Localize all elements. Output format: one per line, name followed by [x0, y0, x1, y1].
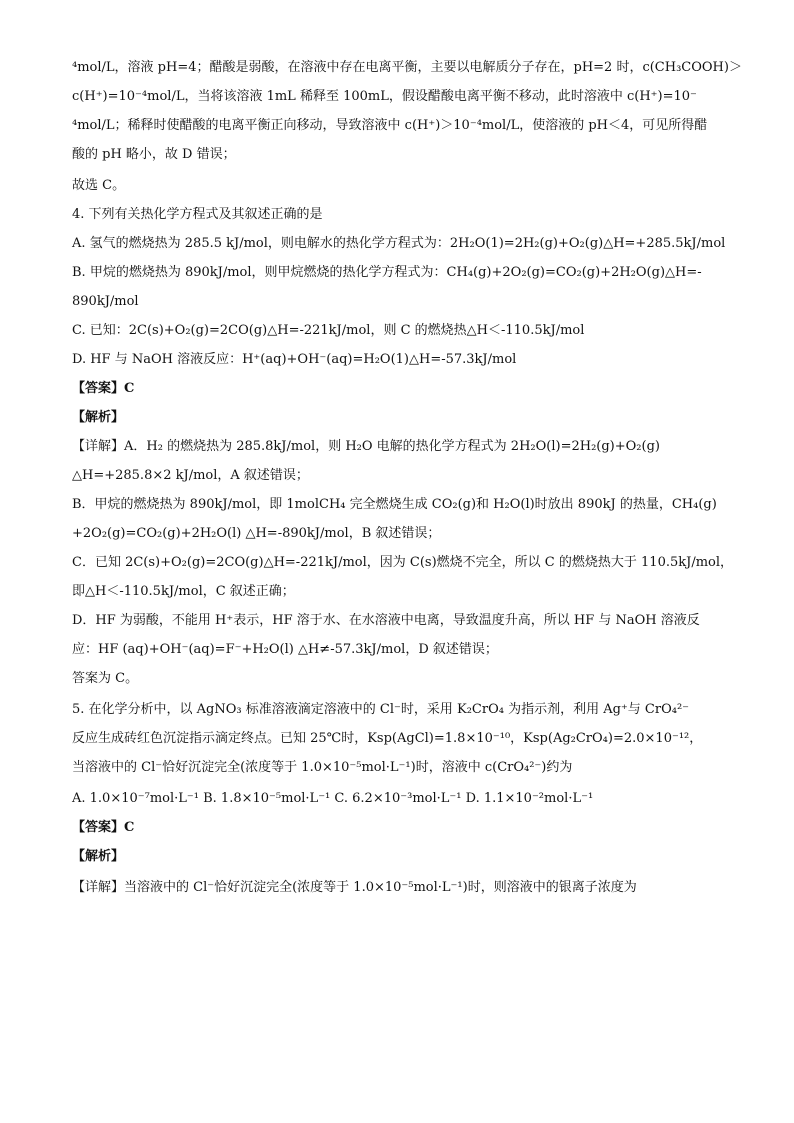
- option-d: D. HF 与 NaOH 溶液反应：H⁺(aq)+OH⁻(aq)=H₂O(1)△H=-57.3kJ/mol: [72, 352, 517, 367]
- text-line: c(H⁺)=10⁻⁴mol/L，当将该溶液 1mL 稀释至 100mL，假设醋酸电离平衡不移动，此时溶液中 c(H⁺)=10⁻: [72, 89, 697, 104]
- answer-label: 【答案】C: [72, 381, 135, 396]
- option-c: C. 已知：2C(s)+O₂(g)=2CO(g)△H=-221kJ/mol，则 C 的燃烧热△H＜-110.5kJ/mol: [72, 323, 585, 338]
- detail-line: B．甲烷的燃烧热为 890kJ/mol，即 1molCH₄ 完全燃烧生成 CO₂(g)和 H₂O(l)时放出 890kJ 的热量，CH₄(g): [72, 497, 717, 512]
- detail-line: 答案为 C。: [72, 671, 139, 686]
- option-b-continued: 890kJ/mol: [72, 294, 139, 309]
- analysis-label: 【解析】: [72, 849, 125, 864]
- option-b: B. 甲烷的燃烧热为 890kJ/mol，则甲烷燃烧的热化学方程式为：CH₄(g)+2O₂(g)=CO₂(g)+2H₂O(g)△H=-: [72, 265, 702, 280]
- detail-line: C．已知 2C(s)+O₂(g)=2CO(g)△H=-221kJ/mol，因为 C(s)燃烧不完全，所以 C 的燃烧热大于 110.5kJ/mol，: [72, 555, 734, 570]
- answer-label: 【答案】C: [72, 820, 135, 835]
- detail-line: △H=+285.8×2 kJ/mol，A 叙述错误；: [72, 468, 309, 483]
- question-5-stem: 5. 在化学分析中，以 AgNO₃ 标准溶液滴定溶液中的 Cl⁻时，采用 K₂CrO₄ 为指示剂，利用 Ag⁺与 CrO₄²⁻: [72, 702, 690, 717]
- question-5-stem: 当溶液中的 Cl⁻恰好沉淀完全(浓度等于 1.0×10⁻⁵mol·L⁻¹)时，溶液中 c(CrO₄²⁻)约为: [72, 760, 573, 775]
- detail-line: 即△H＜-110.5kJ/mol，C 叙述正确；: [72, 584, 295, 599]
- option-a: A. 氢气的燃烧热为 285.5 kJ/mol，则电解水的热化学方程式为：2H₂O(1)=2H₂(g)+O₂(g)△H=+285.5kJ/mol: [72, 236, 726, 251]
- question-5-stem: 反应生成砖红色沉淀指示滴定终点。已知 25℃时，Ksp(AgCl)=1.8×10⁻¹⁰，Ksp(Ag₂CrO₄)=2.0×10⁻¹²，: [72, 731, 703, 746]
- question-4-stem: 4. 下列有关热化学方程式及其叙述正确的是: [72, 207, 323, 222]
- text-line: 酸的 pH 略小，故 D 错误；: [72, 147, 236, 162]
- detail-line: +2O₂(g)=CO₂(g)+2H₂O(l) △H=-890kJ/mol，B 叙述错误；: [72, 526, 441, 541]
- text-line: 故选 C。: [72, 178, 126, 193]
- document-page: [72, 58, 742, 897]
- analysis-label: 【解析】: [72, 410, 125, 425]
- detail-line: 应：HF (aq)+OH⁻(aq)=F⁻+H₂O(l) △H≠-57.3kJ/mol，D 叙述错误；: [72, 642, 498, 657]
- question-5-options: A. 1.0×10⁻⁷mol·L⁻¹ B. 1.8×10⁻⁵mol·L⁻¹ C. 6.2×10⁻³mol·L⁻¹ D. 1.1×10⁻²mol·L⁻¹: [72, 791, 594, 806]
- text-line: ⁴mol/L；稀释时使醋酸的电离平衡正向移动，导致溶液中 c(H⁺)＞10⁻⁴mol/L，使溶液的 pH＜4，可见所得醋: [72, 118, 708, 133]
- detail-line: D．HF 为弱酸，不能用 H⁺表示，HF 溶于水、在水溶液中电离，导致温度升高，所以 HF 与 NaOH 溶液反: [72, 613, 700, 628]
- text-line: ⁴mol/L，溶液 pH=4；醋酸是弱酸，在溶液中存在电离平衡，主要以电解质分子存在，pH=2 时，c(CH₃COOH)＞: [72, 60, 742, 75]
- detail-line: 【详解】A．H₂ 的燃烧热为 285.8kJ/mol，则 H₂O 电解的热化学方程式为 2H₂O(l)=2H₂(g)+O₂(g): [72, 439, 660, 454]
- detail-line: 【详解】当溶液中的 Cl⁻恰好沉淀完全(浓度等于 1.0×10⁻⁵mol·L⁻¹)时，则溶液中的银离子浓度为: [72, 880, 637, 895]
